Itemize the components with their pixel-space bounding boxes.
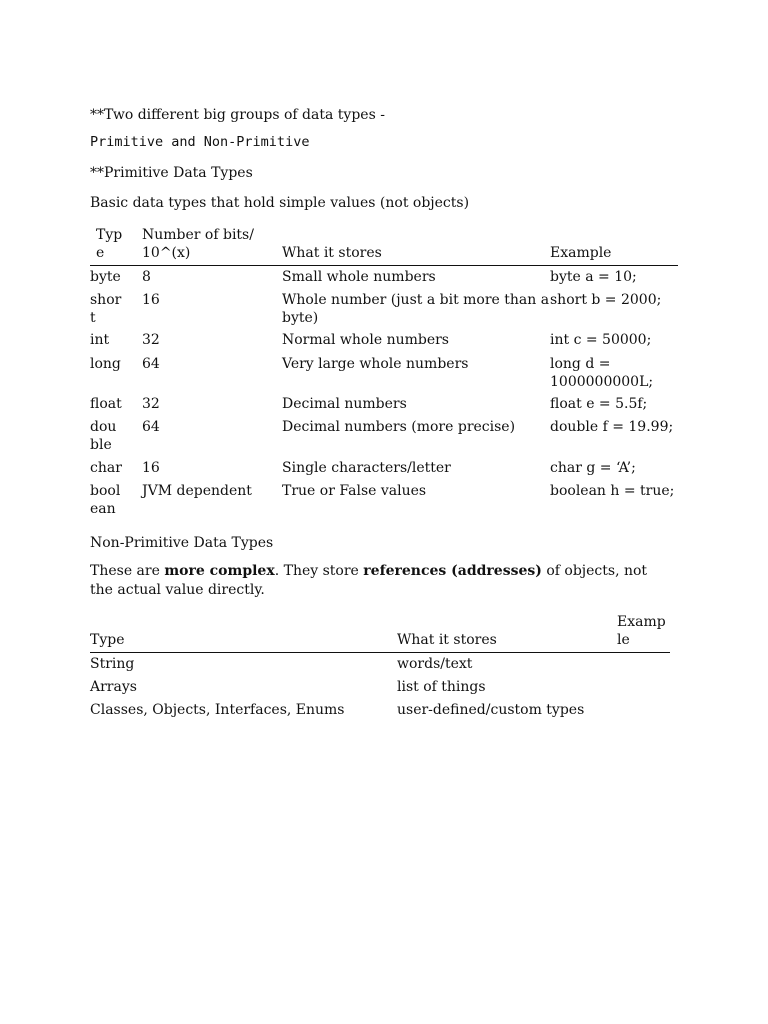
row-example: boolean h = true; xyxy=(550,483,675,499)
row-type-cont: ble xyxy=(90,437,112,453)
np-header-example-line2: le xyxy=(617,632,630,648)
row-type: float xyxy=(90,396,122,412)
row-type: bool xyxy=(90,483,121,499)
intro-heading: **Two different big groups of data types - xyxy=(90,107,385,123)
non-primitive-heading: Non-Primitive Data Types xyxy=(90,535,274,551)
row-bits: 16 xyxy=(142,460,160,476)
row-type-cont: ean xyxy=(90,501,116,517)
row-type-cont: t xyxy=(90,310,96,326)
header-bits-line2: 10^(x) xyxy=(142,245,191,261)
row-bits: 64 xyxy=(142,356,160,372)
row-type: dou xyxy=(90,419,117,435)
np-header-example-line1: Examp xyxy=(617,614,666,630)
np-row-stores: user-defined/custom types xyxy=(397,702,585,718)
np-row-type: Classes, Objects, Interfaces, Enums xyxy=(90,702,345,718)
row-stores: Decimal numbers (more precise) xyxy=(282,419,516,435)
primitive-heading: **Primitive Data Types xyxy=(90,165,253,181)
desc-bold-references: references (addresses) xyxy=(363,563,542,579)
row-type: char xyxy=(90,460,122,476)
row-bits: 64 xyxy=(142,419,160,435)
desc-text: . They store xyxy=(274,563,364,579)
desc-bold-complex: more complex xyxy=(164,563,275,579)
row-example-cont: 1000000000L; xyxy=(550,374,654,390)
row-type: shor xyxy=(90,292,122,308)
row-example: double f = 19.99; xyxy=(550,419,674,435)
row-stores: Normal whole numbers xyxy=(282,332,449,348)
header-type-line1: Typ xyxy=(96,227,123,243)
np-row-type: Arrays xyxy=(90,679,137,695)
row-stores: Decimal numbers xyxy=(282,396,407,412)
header-stores: What it stores xyxy=(282,245,382,261)
row-type: long xyxy=(90,356,121,372)
np-header-type: Type xyxy=(90,632,125,648)
row-stores: Single characters/letter xyxy=(282,460,451,476)
np-header-stores: What it stores xyxy=(397,632,497,648)
primitive-description: Basic data types that hold simple values (not objects) xyxy=(90,195,470,211)
header-example: Example xyxy=(550,245,612,261)
header-bits-line1: Number of bits/ xyxy=(142,227,254,243)
row-stores: Very large whole numbers xyxy=(282,356,469,372)
desc-text: of objects, not the actual value directly. xyxy=(90,563,648,598)
row-bits: 32 xyxy=(142,396,160,412)
intro-subtitle: Primitive and Non-Primitive xyxy=(90,134,310,150)
row-type: byte xyxy=(90,269,121,285)
header-type-line2: e xyxy=(96,245,105,261)
row-stores: True or False values xyxy=(282,483,427,499)
row-type: int xyxy=(90,332,110,348)
row-example: int c = 50000; xyxy=(550,332,652,348)
np-row-type: String xyxy=(90,656,135,672)
row-example: byte a = 10; xyxy=(550,269,637,285)
row-bits: 8 xyxy=(142,269,151,285)
np-row-stores: words/text xyxy=(397,656,473,672)
np-row-stores: list of things xyxy=(397,679,486,695)
row-stores: Whole number (just a bit more than a xyxy=(282,292,550,308)
row-bits: 32 xyxy=(142,332,160,348)
row-example: char g = ‘A’; xyxy=(550,460,636,476)
desc-text: These are xyxy=(90,563,165,579)
row-bits: JVM dependent xyxy=(142,483,252,499)
row-stores: Small whole numbers xyxy=(282,269,436,285)
row-example: long d = xyxy=(550,356,611,372)
row-stores-cont: byte) xyxy=(282,310,319,326)
row-example: float e = 5.5f; xyxy=(550,396,648,412)
np-header-divider xyxy=(90,652,670,653)
row-example: short b = 2000; xyxy=(550,292,662,308)
row-bits: 16 xyxy=(142,292,160,308)
